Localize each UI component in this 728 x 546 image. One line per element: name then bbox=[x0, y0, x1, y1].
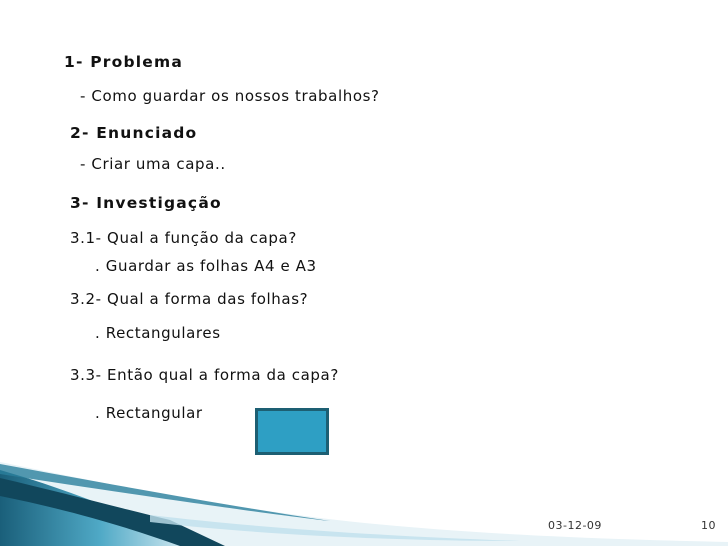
footer-page-number: 10 bbox=[701, 519, 716, 532]
enunciado-text: - Criar uma capa.. bbox=[80, 155, 226, 173]
answer-3: . Rectangular bbox=[95, 404, 203, 422]
question-3: 3.3- Então qual a forma da capa? bbox=[70, 366, 339, 384]
question-1: 3.1- Qual a função da capa? bbox=[70, 229, 297, 247]
heading-investigacao: 3- Investigação bbox=[70, 194, 222, 212]
heading-problema: 1- Problema bbox=[64, 53, 183, 71]
heading-enunciado: 2- Enunciado bbox=[70, 124, 198, 142]
footer-date: 03-12-09 bbox=[548, 519, 602, 532]
answer-2: . Rectangulares bbox=[95, 324, 221, 342]
problema-text: - Como guardar os nossos trabalhos? bbox=[80, 87, 380, 105]
answer-1: . Guardar as folhas A4 e A3 bbox=[95, 257, 317, 275]
question-2: 3.2- Qual a forma das folhas? bbox=[70, 290, 309, 308]
